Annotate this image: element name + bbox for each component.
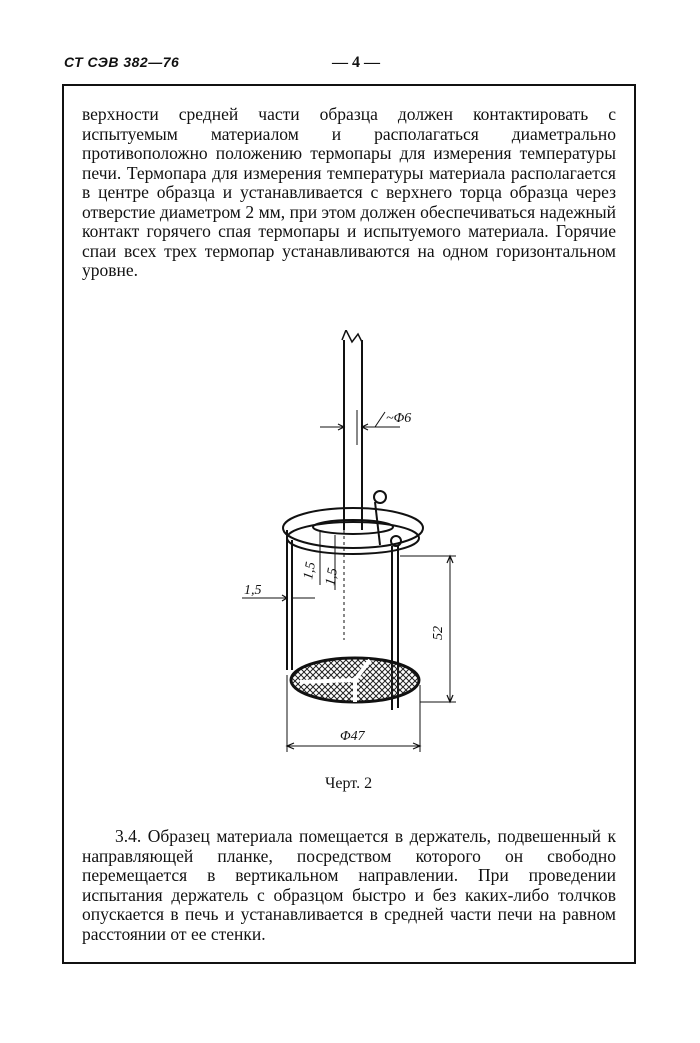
- label-height: 52: [431, 626, 446, 640]
- page-header: [64, 54, 624, 78]
- label-rod-diameter: ~Φ6: [386, 411, 412, 426]
- figure-caption: Черт. 2: [325, 775, 373, 792]
- mesh-basket: [291, 658, 419, 702]
- label-basket-diameter: Φ47: [340, 729, 365, 744]
- label-gap-1: 1,5: [301, 560, 319, 581]
- paragraph-continuation: верхности средней части образца должен контактировать с испытуемым материалом и располагаться диаметрально противоположно положению термопары для измерения температуры печи. Термопара для измерения температуры материала располагается в центре образца и устанавливается с верхнего торца образца через отверстие диаметром 2 мм, при этом должен обеспечиваться надежный контакт горячего спая термопары и испытуемого материала. Горячие спаи всех трех термопар устанавливаются на одном горизонтальном уровне.: [82, 104, 616, 280]
- page-frame-bottom: [62, 962, 636, 964]
- label-gap-2: 1,5: [323, 566, 341, 587]
- sample-holder-drawing: [220, 330, 480, 770]
- page-number: — 4 —: [332, 54, 380, 71]
- standard-code: СТ СЭВ 382—76: [64, 54, 180, 70]
- label-side-gap: 1,5: [244, 583, 262, 598]
- thermocouple-rod: [342, 330, 362, 530]
- upper-rings: [283, 491, 423, 554]
- paragraph-3-4: 3.4. Образец материала помещается в держатель, подвешенный к направляющей планке, посредством которого он свободно перемещается в вертикальном направлении. При проведении испытания держатель с образцом быстро и без каких-либо толчков опускается в печь и устанавливается в средней части печи на равном расстоянии от ее стенки.: [82, 826, 616, 944]
